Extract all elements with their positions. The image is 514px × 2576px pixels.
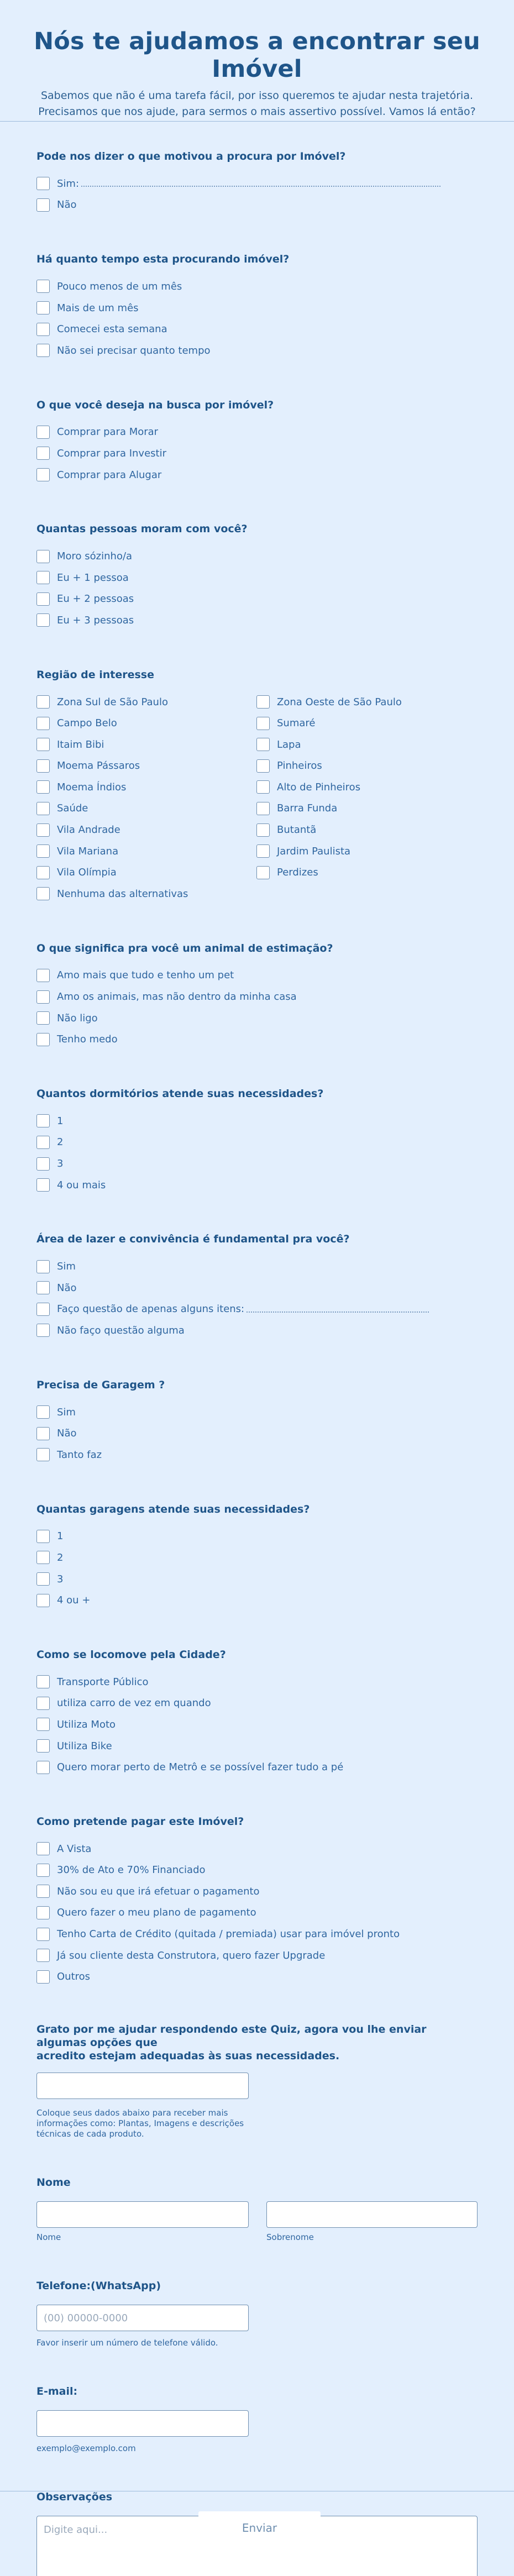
checkbox[interactable] xyxy=(36,280,50,293)
option[interactable] xyxy=(36,1299,478,1320)
checkbox[interactable] xyxy=(36,969,50,982)
option[interactable] xyxy=(36,1029,478,1050)
checkbox[interactable] xyxy=(36,1594,50,1607)
options-list xyxy=(36,1526,478,1611)
checkbox[interactable] xyxy=(36,759,50,773)
option-label: 2 xyxy=(57,1136,64,1148)
option-label: Alto de Pinheiros xyxy=(277,781,361,793)
option[interactable] xyxy=(36,691,256,713)
question-label: E-mail: xyxy=(36,2385,78,2398)
option-label: Pinheiros xyxy=(277,760,322,772)
question-telefone xyxy=(36,2279,478,2348)
option[interactable] xyxy=(36,1402,478,1423)
question-label: Área de lazer e convivência é fundamental pra você? xyxy=(36,1233,350,1246)
option-label: 3 xyxy=(57,1573,64,1585)
options-column-right xyxy=(256,691,476,905)
option[interactable] xyxy=(36,318,478,340)
option-label: Moro sózinho/a xyxy=(57,550,133,563)
email-help: exemplo@exemplo.com xyxy=(36,2443,136,2454)
option[interactable] xyxy=(256,712,476,734)
question-label: Precisa de Garagem ? xyxy=(36,1378,165,1391)
question-label: Telefone:(WhatsApp) xyxy=(36,2280,161,2292)
question-garagem xyxy=(36,1378,478,1466)
checkbox[interactable] xyxy=(36,426,50,439)
option-label: Não xyxy=(57,1428,77,1440)
question-label: Observações xyxy=(36,2491,113,2504)
checkbox[interactable] xyxy=(36,1324,50,1337)
option[interactable] xyxy=(256,819,476,841)
last-name-sublabel: Sobrenome xyxy=(266,2232,314,2243)
last-name-group xyxy=(266,2201,478,2243)
notes-placeholder: Digite aqui... xyxy=(44,2524,108,2536)
option-label: Moema Índios xyxy=(57,781,127,793)
question-garagens xyxy=(36,1503,478,1611)
option[interactable] xyxy=(36,862,256,883)
form-header xyxy=(0,0,514,122)
question-label-line2: acredito estejam adequadas às suas necessidades. xyxy=(36,2050,340,2063)
option[interactable] xyxy=(36,712,256,734)
submit-button[interactable]: Enviar xyxy=(198,2511,321,2544)
option-label: Tenho Carta de Crédito (quitada / premiada) usar para imóvel pronto xyxy=(57,1928,400,1940)
checkbox[interactable] xyxy=(36,323,50,336)
checkbox[interactable] xyxy=(36,1949,50,1962)
form-title: Nós te ajudamos a encontrar seu Imóvel xyxy=(34,28,480,83)
option-label: Comprar para Alugar xyxy=(57,469,162,481)
quiz-email-help-line2: informações como: Plantas, Imagens e descrições xyxy=(36,2118,244,2129)
option-label: 3 xyxy=(57,1158,64,1170)
name-fields xyxy=(36,2201,478,2243)
checkbox[interactable] xyxy=(36,344,50,357)
checkbox[interactable] xyxy=(256,759,270,773)
quiz-email-help-line1: Coloque seus dados abaixo para receber mais xyxy=(36,2108,228,2118)
option[interactable] xyxy=(256,798,476,820)
question-tempo xyxy=(36,253,478,361)
option[interactable] xyxy=(36,589,478,610)
option[interactable] xyxy=(36,734,256,756)
checkbox[interactable] xyxy=(36,990,50,1004)
checkbox[interactable] xyxy=(256,866,270,879)
option[interactable] xyxy=(36,1320,478,1341)
option[interactable] xyxy=(36,1714,478,1735)
options-list xyxy=(36,173,478,216)
question-dormitorios xyxy=(36,1087,478,1195)
form-body xyxy=(0,150,514,2576)
option-label: Vila Olímpia xyxy=(57,867,117,879)
option-label: Butantã xyxy=(277,824,317,836)
option[interactable] xyxy=(36,1277,478,1299)
option-label: Moema Pássaros xyxy=(57,760,140,772)
option-label: 4 ou + xyxy=(57,1594,91,1607)
option-label: 4 ou mais xyxy=(57,1179,106,1191)
checkbox[interactable] xyxy=(36,1303,50,1316)
phone-help: Favor inserir um número de telefone válido. xyxy=(36,2338,218,2348)
checkbox[interactable] xyxy=(36,738,50,751)
checkbox[interactable] xyxy=(36,447,50,460)
option[interactable] xyxy=(36,1423,478,1444)
question-nome xyxy=(36,2176,478,2243)
option[interactable] xyxy=(36,464,478,486)
first-name-sublabel: Nome xyxy=(36,2232,61,2243)
form-footer xyxy=(0,2491,514,2576)
question-label: O que você deseja na busca por imóvel? xyxy=(36,398,274,411)
checkbox[interactable] xyxy=(36,1739,50,1753)
checkbox[interactable] xyxy=(36,1906,50,1919)
option[interactable] xyxy=(36,443,478,464)
quiz-email-help xyxy=(36,2108,478,2139)
option[interactable] xyxy=(36,297,478,319)
option[interactable] xyxy=(36,1153,478,1174)
options-list xyxy=(36,1671,478,1778)
option-label: Não ligo xyxy=(57,1012,98,1024)
checkbox[interactable] xyxy=(256,780,270,794)
option[interactable] xyxy=(36,1756,478,1778)
option[interactable] xyxy=(36,1945,478,1966)
option[interactable] xyxy=(36,986,478,1008)
option-label: 1 xyxy=(57,1530,64,1543)
checkbox[interactable] xyxy=(36,823,50,837)
option-label: Barra Funda xyxy=(277,802,338,815)
question-pessoas xyxy=(36,522,478,631)
question-motivo xyxy=(36,150,478,216)
checkbox[interactable] xyxy=(36,802,50,815)
form-subtitle-line2: Precisamos que nos ajude, para sermos o mais assertivo possível. Vamos lá então? xyxy=(38,106,476,118)
option[interactable] xyxy=(36,1174,478,1196)
checkbox[interactable] xyxy=(36,866,50,879)
option-label: Não faço questão alguma xyxy=(57,1324,185,1336)
option-label: Já sou cliente desta Construtora, quero fazer Upgrade xyxy=(57,1949,326,1961)
checkbox[interactable] xyxy=(256,717,270,730)
option-label: Utiliza Moto xyxy=(57,1718,116,1730)
checkbox[interactable] xyxy=(36,1928,50,1941)
option[interactable] xyxy=(256,734,476,756)
other-text-input[interactable] xyxy=(81,180,440,187)
question-busca xyxy=(36,398,478,486)
option[interactable] xyxy=(36,777,256,798)
question-email xyxy=(36,2385,478,2454)
checkbox[interactable] xyxy=(36,1136,50,1149)
option-label: Pouco menos de um mês xyxy=(57,280,182,292)
options-list xyxy=(36,965,478,1050)
option-label: Nenhuma das alternativas xyxy=(57,888,188,900)
checkbox[interactable] xyxy=(36,1761,50,1774)
email-input[interactable] xyxy=(36,2410,249,2437)
form-subtitle xyxy=(0,88,514,120)
checkbox[interactable] xyxy=(36,177,50,190)
checkbox[interactable] xyxy=(36,1864,50,1877)
question-label: Quantas pessoas moram com você? xyxy=(36,523,248,536)
option[interactable] xyxy=(36,841,256,862)
option-label: Lapa xyxy=(277,738,301,751)
question-regiao xyxy=(36,668,478,905)
checkbox[interactable] xyxy=(36,301,50,314)
last-name-input[interactable] xyxy=(266,2201,478,2228)
option-label: Saúde xyxy=(57,802,88,815)
option-label: Tanto faz xyxy=(57,1449,102,1461)
phone-input[interactable]: (00) 00000-0000 xyxy=(36,2305,249,2331)
form-subtitle-line1: Sabemos que não é uma tarefa fácil, por isso queremos te ajudar nesta trajetória. xyxy=(40,90,474,102)
option-label: Eu + 1 pessoa xyxy=(57,571,129,584)
checkbox[interactable] xyxy=(36,1551,50,1564)
checkbox[interactable] xyxy=(256,738,270,751)
checkbox[interactable] xyxy=(36,844,50,858)
option-label: Itaim Bibi xyxy=(57,738,104,751)
checkbox[interactable] xyxy=(36,1427,50,1440)
checkbox[interactable] xyxy=(36,1281,50,1294)
checkbox[interactable] xyxy=(36,571,50,584)
question-label: Pode nos dizer o que motivou a procura por Imóvel? xyxy=(36,150,346,162)
option[interactable] xyxy=(36,545,478,567)
checkbox[interactable] xyxy=(36,780,50,794)
checkbox[interactable] xyxy=(256,844,270,858)
option[interactable] xyxy=(36,1256,478,1277)
option[interactable] xyxy=(256,756,476,777)
option-label: 1 xyxy=(57,1115,64,1127)
option[interactable] xyxy=(36,567,478,589)
option[interactable] xyxy=(256,777,476,798)
option[interactable] xyxy=(36,1735,478,1757)
other-text-input[interactable] xyxy=(246,1306,429,1313)
checkbox[interactable] xyxy=(36,1157,50,1171)
checkbox[interactable] xyxy=(36,1572,50,1586)
checkbox[interactable] xyxy=(256,823,270,837)
option-label: Sumaré xyxy=(277,717,316,730)
option-label: Perdizes xyxy=(277,867,318,879)
checkbox[interactable] xyxy=(36,1697,50,1710)
checkbox[interactable] xyxy=(36,613,50,627)
checkbox[interactable] xyxy=(36,1675,50,1688)
option[interactable] xyxy=(36,1838,478,1860)
option[interactable] xyxy=(36,883,256,905)
option[interactable] xyxy=(36,1881,478,1902)
option[interactable] xyxy=(36,1966,478,1987)
question-label-line1: Grato por me ajudar respondendo este Quiz, agora vou lhe enviar algumas opções que xyxy=(36,2023,427,2049)
option-label: A Vista xyxy=(57,1843,92,1855)
option-label: Zona Sul de São Paulo xyxy=(57,696,168,708)
option[interactable] xyxy=(36,1110,478,1132)
option[interactable] xyxy=(36,1526,478,1547)
option-label: 2 xyxy=(57,1551,64,1564)
option-label: Comprar para Investir xyxy=(57,447,166,459)
option-label: Não sei precisar quanto tempo xyxy=(57,344,211,356)
option[interactable] xyxy=(36,1568,478,1590)
option[interactable] xyxy=(36,1923,478,1945)
option[interactable] xyxy=(36,756,256,777)
question-quiz-email xyxy=(36,2023,478,2139)
option-label: Não sou eu que irá efetuar o pagamento xyxy=(57,1885,260,1897)
option-label: Comprar para Morar xyxy=(57,426,159,438)
checkbox[interactable] xyxy=(36,1260,50,1273)
option[interactable] xyxy=(256,862,476,883)
checkbox[interactable] xyxy=(36,550,50,563)
option[interactable] xyxy=(36,965,478,987)
option-label: Jardim Paulista xyxy=(277,845,351,857)
checkbox[interactable] xyxy=(36,1033,50,1046)
option[interactable] xyxy=(36,1132,478,1153)
options-list xyxy=(36,1402,478,1466)
option-label: Tenho medo xyxy=(57,1033,118,1046)
option[interactable] xyxy=(36,276,478,297)
option[interactable] xyxy=(36,1589,478,1611)
option-label: Comecei esta semana xyxy=(57,323,167,335)
checkbox[interactable] xyxy=(36,1718,50,1731)
option-label: Sim xyxy=(57,1406,76,1418)
option-label: Campo Belo xyxy=(57,717,117,730)
question-label: Há quanto tempo esta procurando imóvel? xyxy=(36,253,290,266)
option-label: 30% de Ato e 70% Financiado xyxy=(57,1864,206,1876)
checkbox[interactable] xyxy=(36,1530,50,1543)
option-label: Amo os animais, mas não dentro da minha casa xyxy=(57,991,297,1003)
question-locomocao xyxy=(36,1648,478,1778)
options-column-left xyxy=(36,691,256,905)
option-label: Eu + 3 pessoas xyxy=(57,614,134,626)
option-sim[interactable] xyxy=(36,173,478,195)
first-name-input[interactable] xyxy=(36,2201,249,2228)
checkbox[interactable] xyxy=(36,1885,50,1898)
option[interactable] xyxy=(36,422,478,443)
option-label: Utiliza Bike xyxy=(57,1740,112,1752)
checkbox[interactable] xyxy=(36,592,50,606)
option[interactable] xyxy=(36,819,256,841)
question-label: Como se locomove pela Cidade? xyxy=(36,1648,226,1661)
options-list xyxy=(36,276,478,361)
option-label: Faço questão de apenas alguns itens: xyxy=(57,1303,245,1315)
quiz-email-help-line3: técnicas de cada produto. xyxy=(36,2129,144,2139)
options-list xyxy=(36,1838,478,1987)
option[interactable] xyxy=(36,1444,478,1466)
option-label: Não xyxy=(57,1282,77,1294)
option-label: Eu + 2 pessoas xyxy=(57,593,134,605)
option[interactable] xyxy=(36,1902,478,1924)
checkbox[interactable] xyxy=(36,695,50,709)
option[interactable] xyxy=(36,1693,478,1714)
checkbox[interactable] xyxy=(36,1842,50,1855)
option[interactable] xyxy=(36,1860,478,1881)
question-lazer xyxy=(36,1232,478,1341)
option[interactable] xyxy=(256,841,476,862)
checkbox[interactable] xyxy=(256,695,270,709)
option-label: Zona Oeste de São Paulo xyxy=(277,696,402,708)
question-label: Quantas garagens atende suas necessidades? xyxy=(36,1503,310,1515)
first-name-group xyxy=(36,2201,249,2243)
checkbox[interactable] xyxy=(36,1448,50,1461)
checkbox[interactable] xyxy=(36,1011,50,1025)
option[interactable] xyxy=(36,1671,478,1693)
option[interactable] xyxy=(36,1008,478,1029)
option-label: Outros xyxy=(57,1971,91,1983)
option[interactable] xyxy=(256,691,476,713)
question-animal xyxy=(36,942,478,1050)
option-label: Sim: xyxy=(57,177,80,190)
option-label: Transporte Público xyxy=(57,1676,149,1688)
option-label: Quero morar perto de Metrô e se possível fazer tudo a pé xyxy=(57,1761,344,1774)
question-label: O que significa pra você um animal de estimação? xyxy=(36,942,333,954)
question-label: Como pretende pagar este Imóvel? xyxy=(36,1815,244,1828)
checkbox[interactable] xyxy=(36,1178,50,1192)
checkbox[interactable] xyxy=(36,1970,50,1984)
option[interactable] xyxy=(36,1547,478,1568)
checkbox[interactable] xyxy=(36,887,50,900)
option[interactable] xyxy=(36,610,478,631)
option[interactable] xyxy=(36,340,478,361)
question-label xyxy=(36,2023,478,2063)
option-label: Mais de um mês xyxy=(57,302,139,314)
option-label: utiliza carro de vez em quando xyxy=(57,1697,211,1709)
checkbox[interactable] xyxy=(256,802,270,815)
question-label: Nome xyxy=(36,2176,71,2189)
checkbox[interactable] xyxy=(36,1114,50,1127)
option-label: Não xyxy=(57,199,77,211)
option-nao[interactable] xyxy=(36,195,478,216)
options-list xyxy=(36,1110,478,1195)
options-list xyxy=(36,422,478,486)
option-label: Sim xyxy=(57,1261,76,1273)
option-label: Quero fazer o meu plano de pagamento xyxy=(57,1907,256,1919)
checkbox[interactable] xyxy=(36,717,50,730)
question-pagamento xyxy=(36,1815,478,1987)
question-label: Região de interesse xyxy=(36,668,154,681)
option-label: Amo mais que tudo e tenho um pet xyxy=(57,969,234,982)
options-list xyxy=(36,545,478,631)
options-grid xyxy=(36,691,478,905)
option[interactable] xyxy=(36,798,256,820)
option-label: Vila Andrade xyxy=(57,824,120,836)
checkbox[interactable] xyxy=(36,198,50,212)
quiz-email-input[interactable] xyxy=(36,2073,249,2099)
checkbox[interactable] xyxy=(36,1405,50,1419)
question-label: Quantos dormitórios atende suas necessidades? xyxy=(36,1088,324,1100)
checkbox[interactable] xyxy=(36,468,50,481)
options-list xyxy=(36,1256,478,1341)
option-label: Vila Mariana xyxy=(57,845,119,857)
